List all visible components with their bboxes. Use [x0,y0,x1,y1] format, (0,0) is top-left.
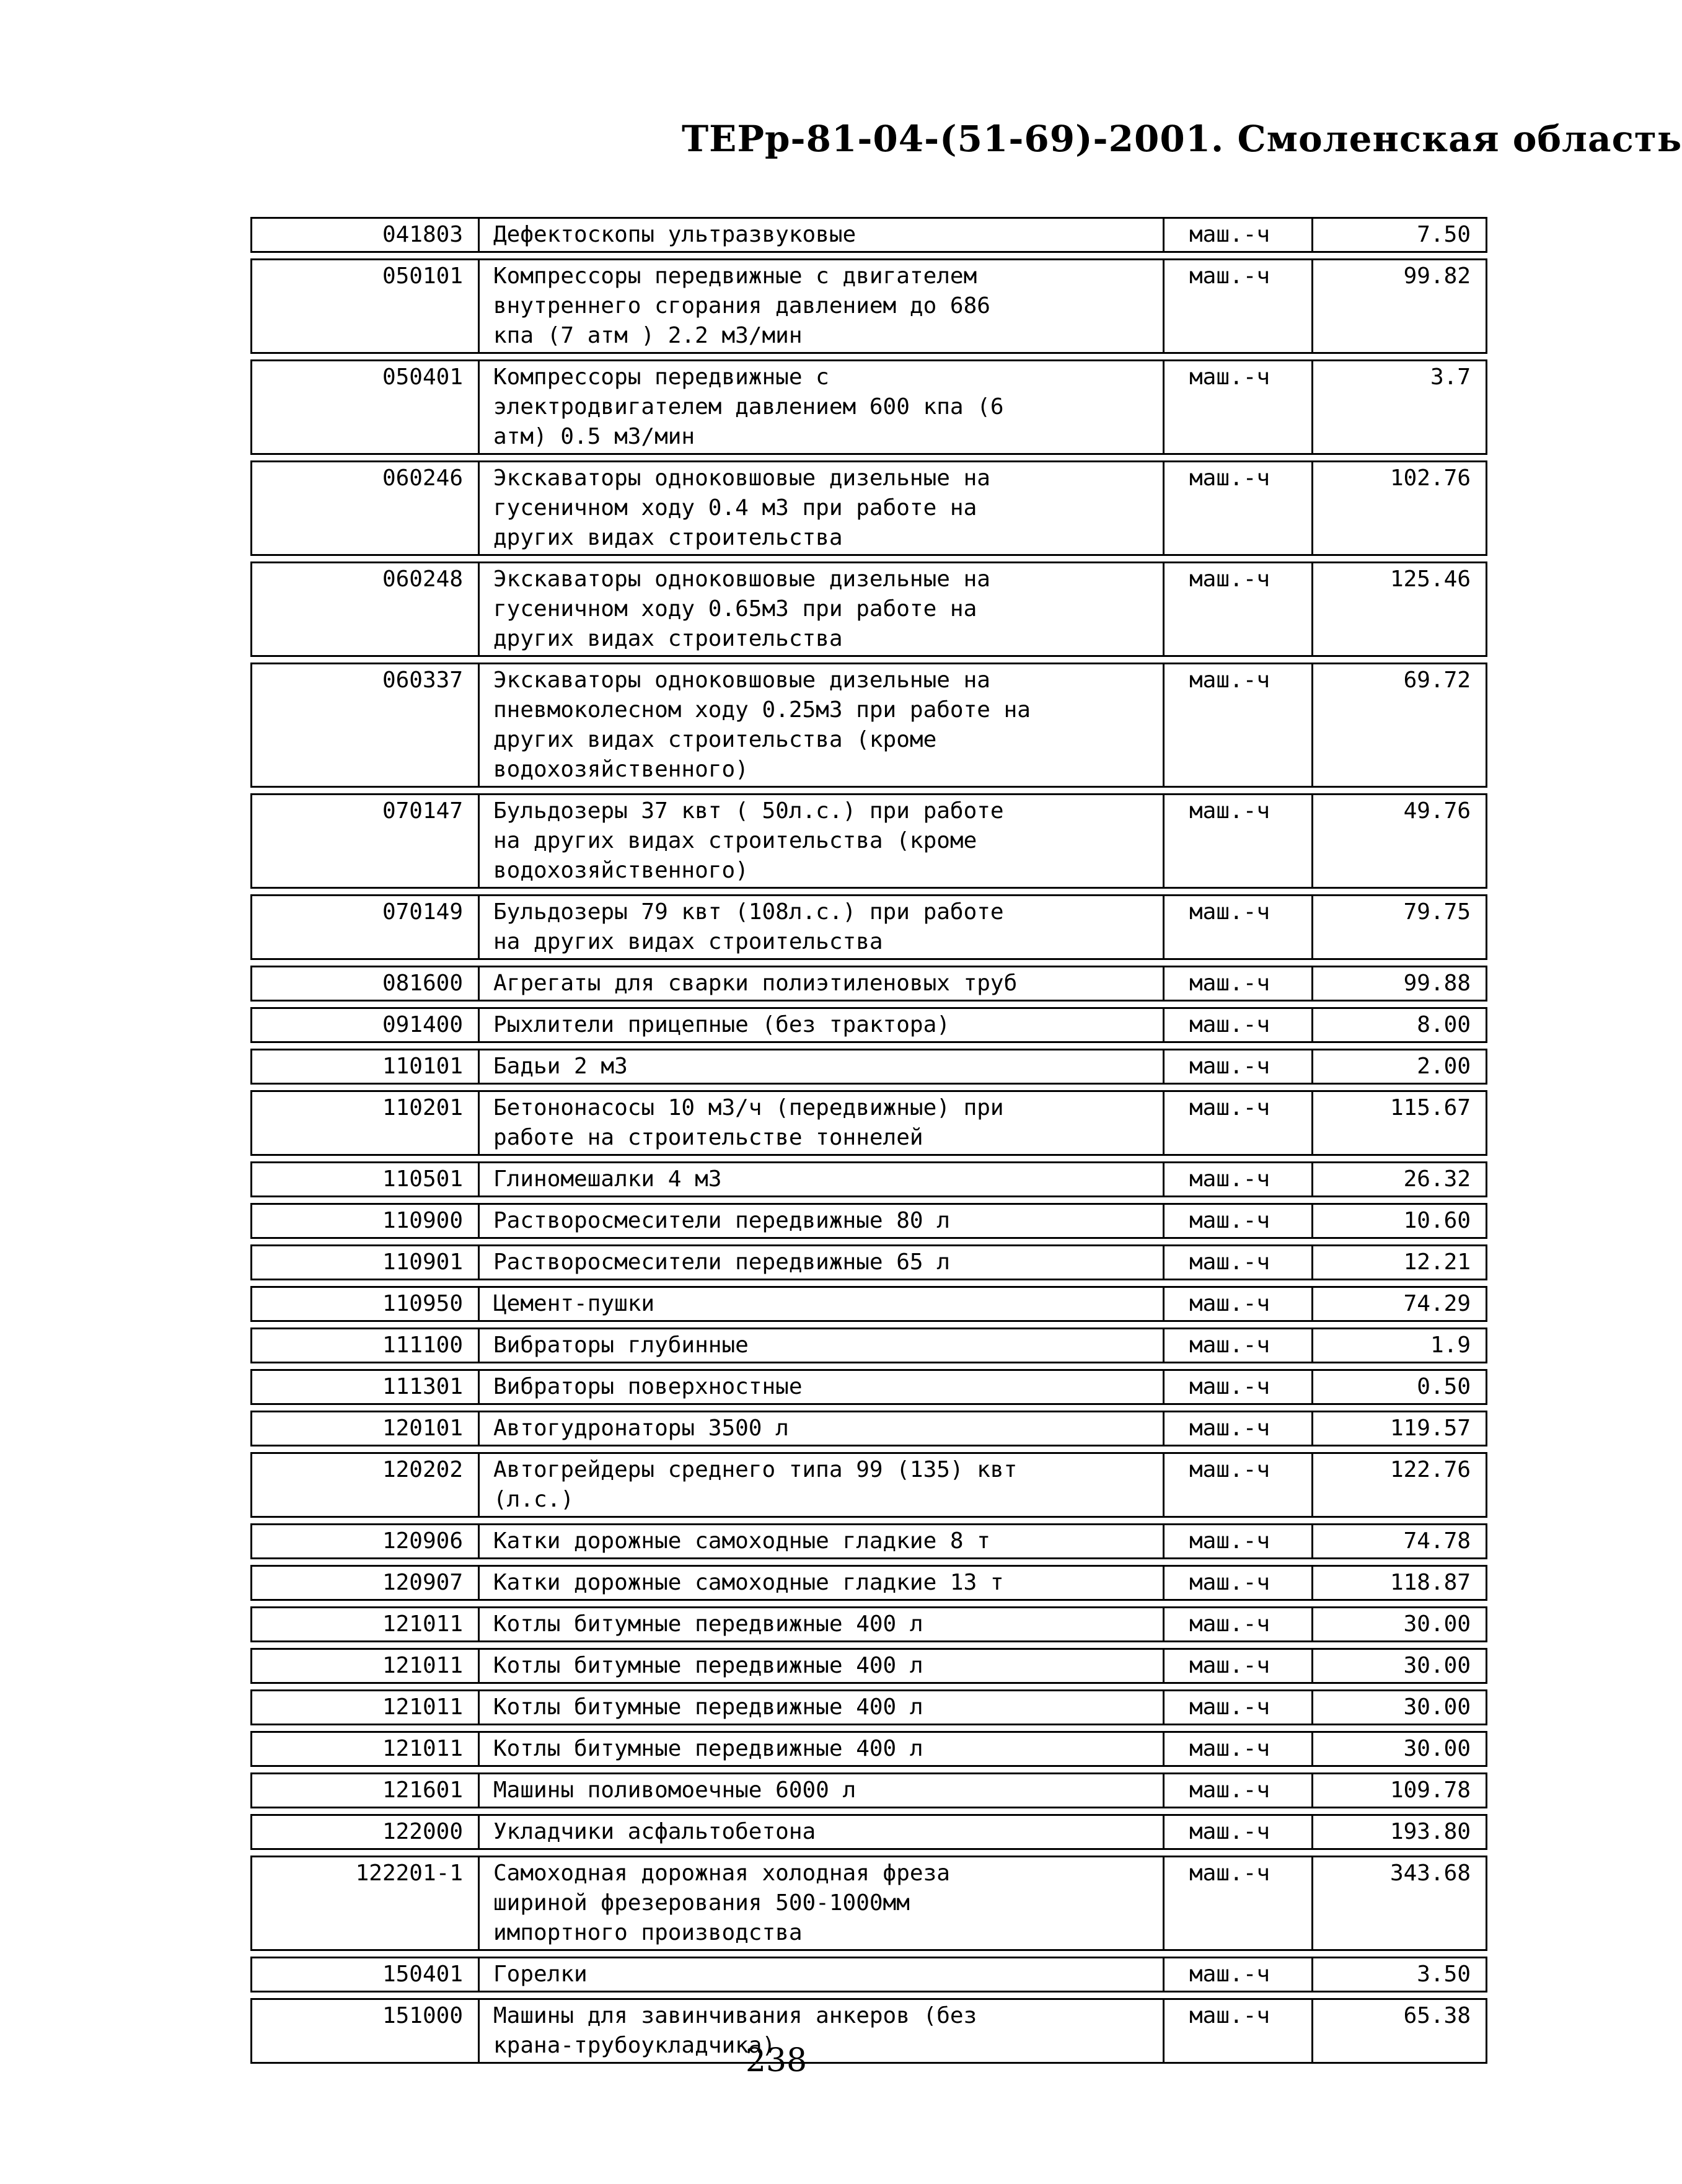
price-cell: 30.00 [1311,1650,1487,1682]
name-cell: Рыхлители прицепные (без трактора) [478,1009,1163,1041]
name-cell: Машины поливомоечные 6000 л [478,1774,1163,1807]
name-cell: Бетононасосы 10 м3/ч (передвижные) при работе на строительстве тоннелей [478,1092,1163,1154]
unit-cell: маш.-ч [1163,1774,1311,1807]
table-row [250,359,1487,455]
table-row [250,1090,1487,1156]
name-cell: Вибраторы глубинные [478,1329,1163,1362]
name-cell: Самоходная дорожная холодная фреза шириной фрезерования 500-1000мм импортного производства [478,1857,1163,1949]
price-cell: 30.00 [1311,1733,1487,1765]
price-cell: 79.75 [1311,896,1487,958]
name-cell: Компрессоры передвижные с электродвигателем давлением 600 кпа (6 атм) 0.5 м3/мин [478,361,1163,453]
code-cell: 110901 [250,1246,478,1279]
code-cell: 151000 [250,2000,478,2062]
table-row [250,258,1487,354]
code-cell: 050401 [250,361,478,453]
unit-cell: маш.-ч [1163,563,1311,655]
name-cell: Котлы битумные передвижные 400 л [478,1691,1163,1724]
name-cell: Глиномешалки 4 м3 [478,1163,1163,1195]
unit-cell: маш.-ч [1163,1525,1311,1557]
unit-cell: маш.-ч [1163,1288,1311,1320]
unit-cell: маш.-ч [1163,1650,1311,1682]
code-cell: 070147 [250,795,478,887]
price-cell: 0.50 [1311,1371,1487,1403]
page-title: ТЕРр-81-04-(51-69)-2001. Смоленская область [682,118,1682,160]
unit-cell: маш.-ч [1163,664,1311,786]
code-cell: 110950 [250,1288,478,1320]
unit-cell: маш.-ч [1163,1733,1311,1765]
price-cell: 1.9 [1311,1329,1487,1362]
unit-cell: маш.-ч [1163,361,1311,453]
table-row [250,1049,1487,1085]
unit-cell: маш.-ч [1163,1205,1311,1237]
name-cell: Автогрейдеры среднего типа 99 (135) квт (л.с.) [478,1454,1163,1516]
price-cell: 65.38 [1311,2000,1487,2062]
unit-cell: маш.-ч [1163,1567,1311,1599]
name-cell: Котлы битумные передвижные 400 л [478,1608,1163,1640]
name-cell: Бадьи 2 м3 [478,1050,1163,1083]
table-row [250,1731,1487,1767]
code-cell: 111100 [250,1329,478,1362]
price-cell: 2.00 [1311,1050,1487,1083]
code-cell: 110900 [250,1205,478,1237]
price-cell: 74.78 [1311,1525,1487,1557]
name-cell: Автогудронаторы 3500 л [478,1412,1163,1445]
code-cell: 091400 [250,1009,478,1041]
price-cell: 74.29 [1311,1288,1487,1320]
unit-cell: маш.-ч [1163,260,1311,352]
unit-cell: маш.-ч [1163,1050,1311,1083]
table-row [250,1286,1487,1322]
code-cell: 111301 [250,1371,478,1403]
price-cell: 119.57 [1311,1412,1487,1445]
name-cell: Бульдозеры 37 квт ( 50л.с.) при работе на других видах строительства (кроме водохозяйственного) [478,795,1163,887]
code-cell: 120906 [250,1525,478,1557]
unit-cell: маш.-ч [1163,1092,1311,1154]
name-cell: Компрессоры передвижные с двигателем внутреннего сгорания давлением до 686 кпа (7 атм ) 2.2 м3/мин [478,260,1163,352]
name-cell: Бульдозеры 79 квт (108л.с.) при работе на других видах строительства [478,896,1163,958]
table-row [250,561,1487,657]
price-cell: 102.76 [1311,462,1487,554]
code-cell: 060246 [250,462,478,554]
price-cell: 109.78 [1311,1774,1487,1807]
price-cell: 3.7 [1311,361,1487,453]
price-cell: 99.88 [1311,967,1487,1000]
table-row [250,1244,1487,1280]
name-cell: Экскаваторы одноковшовые дизельные на гусеничном ходу 0.65м3 при работе на других видах строительства [478,563,1163,655]
unit-cell: маш.-ч [1163,1608,1311,1640]
name-cell: Укладчики асфальтобетона [478,1816,1163,1848]
price-cell: 122.76 [1311,1454,1487,1516]
table-row [250,1203,1487,1239]
name-cell: Котлы битумные передвижные 400 л [478,1650,1163,1682]
unit-cell: маш.-ч [1163,219,1311,251]
name-cell: Растворосмесители передвижные 65 л [478,1246,1163,1279]
price-cell: 118.87 [1311,1567,1487,1599]
table-row [250,1648,1487,1684]
name-cell: Горелки [478,1958,1163,1991]
table-row [250,793,1487,889]
table-row [250,1007,1487,1043]
unit-cell: маш.-ч [1163,795,1311,887]
code-cell: 060337 [250,664,478,786]
code-cell: 110201 [250,1092,478,1154]
code-cell: 120907 [250,1567,478,1599]
unit-cell: маш.-ч [1163,1329,1311,1362]
name-cell: Вибраторы поверхностные [478,1371,1163,1403]
code-cell: 122201-1 [250,1857,478,1949]
name-cell: Катки дорожные самоходные гладкие 8 т [478,1525,1163,1557]
price-cell: 7.50 [1311,219,1487,251]
price-cell: 125.46 [1311,563,1487,655]
unit-cell: маш.-ч [1163,1454,1311,1516]
code-cell: 110501 [250,1163,478,1195]
table-row [250,1452,1487,1518]
table-row [250,1772,1487,1808]
table-row [250,1565,1487,1601]
price-cell: 26.32 [1311,1163,1487,1195]
price-cell: 193.80 [1311,1816,1487,1848]
name-cell: Машины для завинчивания анкеров (без крана-трубоукладчика) [478,2000,1163,2062]
name-cell: Растворосмесители передвижные 80 л [478,1205,1163,1237]
price-cell: 12.21 [1311,1246,1487,1279]
unit-cell: маш.-ч [1163,1371,1311,1403]
code-cell: 120101 [250,1412,478,1445]
price-cell: 10.60 [1311,1205,1487,1237]
machine-rates-table [250,217,1487,2064]
code-cell: 070149 [250,896,478,958]
price-cell: 49.76 [1311,795,1487,887]
unit-cell: маш.-ч [1163,1163,1311,1195]
table-row [250,1411,1487,1446]
unit-cell: маш.-ч [1163,967,1311,1000]
name-cell: Дефектоскопы ультразвуковые [478,219,1163,251]
table-row [250,966,1487,1002]
price-cell: 8.00 [1311,1009,1487,1041]
code-cell: 121601 [250,1774,478,1807]
name-cell: Котлы битумные передвижные 400 л [478,1733,1163,1765]
table-row [250,1856,1487,1951]
price-cell: 343.68 [1311,1857,1487,1949]
code-cell: 121011 [250,1691,478,1724]
name-cell: Цемент-пушки [478,1288,1163,1320]
unit-cell: маш.-ч [1163,1816,1311,1848]
code-cell: 050101 [250,260,478,352]
table-row [250,217,1487,253]
unit-cell: маш.-ч [1163,1009,1311,1041]
unit-cell: маш.-ч [1163,2000,1311,2062]
price-cell: 99.82 [1311,260,1487,352]
code-cell: 060248 [250,563,478,655]
table-row [250,1369,1487,1405]
unit-cell: маш.-ч [1163,1857,1311,1949]
code-cell: 121011 [250,1608,478,1640]
unit-cell: маш.-ч [1163,896,1311,958]
code-cell: 150401 [250,1958,478,1991]
table-row [250,1814,1487,1850]
code-cell: 081600 [250,967,478,1000]
price-cell: 3.50 [1311,1958,1487,1991]
code-cell: 110101 [250,1050,478,1083]
unit-cell: маш.-ч [1163,1691,1311,1724]
table-row [250,663,1487,788]
code-cell: 122000 [250,1816,478,1848]
table-row [250,1689,1487,1725]
table-row [250,1161,1487,1197]
price-cell: 30.00 [1311,1691,1487,1724]
unit-cell: маш.-ч [1163,1958,1311,1991]
name-cell: Катки дорожные самоходные гладкие 13 т [478,1567,1163,1599]
table-row [250,1957,1487,1992]
table-row [250,1328,1487,1363]
name-cell: Экскаваторы одноковшовые дизельные на пневмоколесном ходу 0.25м3 при работе на других видах строительства (кроме водохозяйственного) [478,664,1163,786]
code-cell: 120202 [250,1454,478,1516]
unit-cell: маш.-ч [1163,462,1311,554]
table-row [250,1523,1487,1559]
price-cell: 115.67 [1311,1092,1487,1154]
name-cell: Экскаваторы одноковшовые дизельные на гусеничном ходу 0.4 м3 при работе на других видах строительства [478,462,1163,554]
price-cell: 30.00 [1311,1608,1487,1640]
page-number: 238 [745,2042,808,2079]
table-row [250,1606,1487,1642]
unit-cell: маш.-ч [1163,1246,1311,1279]
code-cell: 121011 [250,1733,478,1765]
table-row [250,460,1487,556]
price-cell: 69.72 [1311,664,1487,786]
name-cell: Агрегаты для сварки полиэтиленовых труб [478,967,1163,1000]
table-row [250,894,1487,960]
code-cell: 121011 [250,1650,478,1682]
unit-cell: маш.-ч [1163,1412,1311,1445]
code-cell: 041803 [250,219,478,251]
